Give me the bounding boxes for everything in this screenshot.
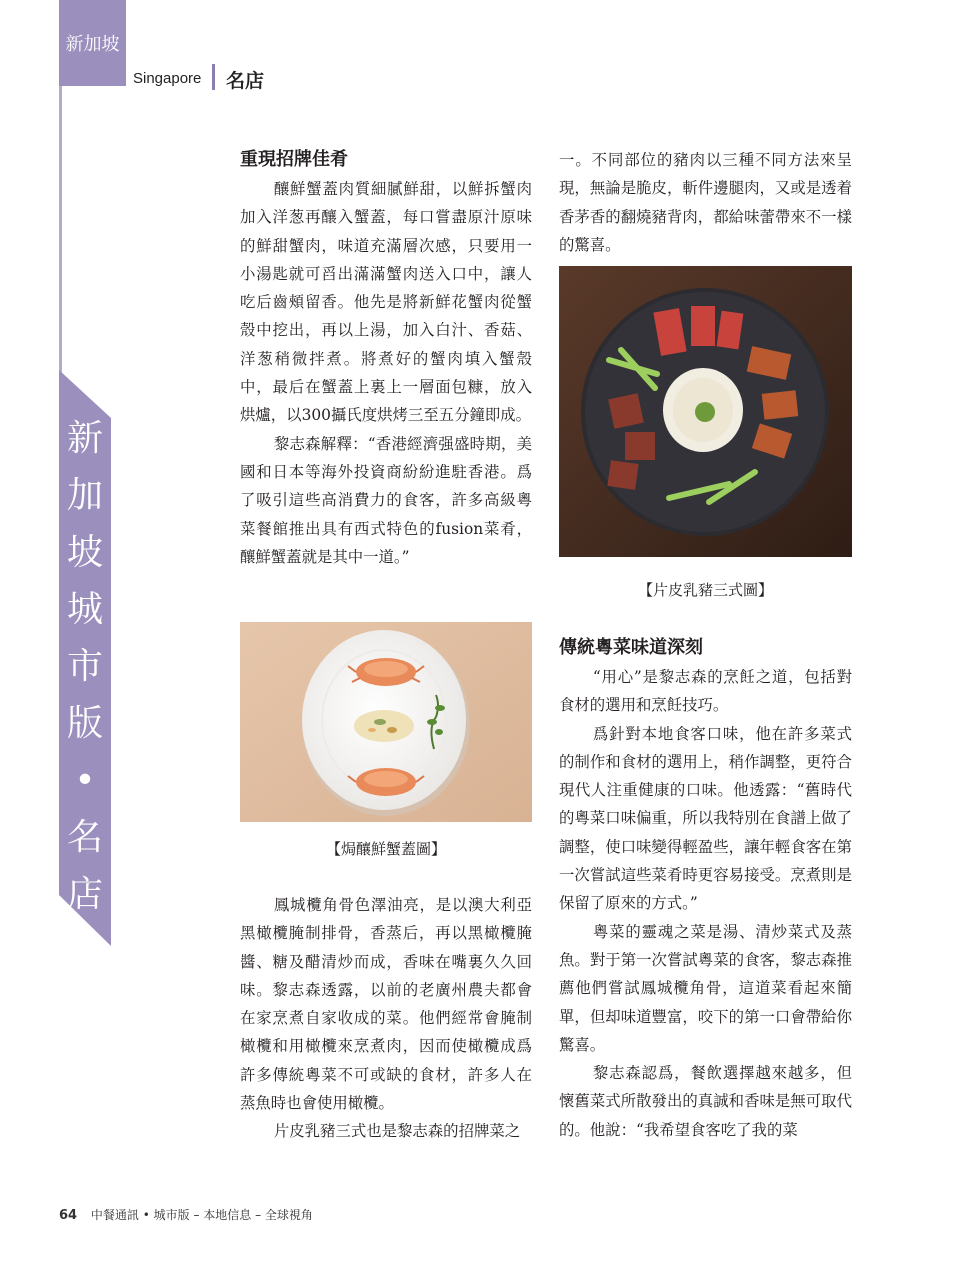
roast-pig-photo bbox=[559, 266, 852, 557]
paragraph: 釀鮮蟹蓋肉質細膩鮮甜，以鮮拆蟹肉加入洋葱再釀入蟹蓋，每口嘗盡原汁原味的鮮甜蟹肉，味道充滿層次感，只要用一小湯匙就可舀出滿滿蟹肉送入口中，讓人吃后齒頰留香。他先是將新鮮花蟹肉從蟹殼中挖出，再以上湯，加入白汁、香菇、洋葱稍微拌煮。將煮好的蟹肉填入蟹殼中，最后在蟹蓋上裏上一層面包糠，放入烘爐，以300攝氏度烘烤三至五分鐘即成。 bbox=[240, 180, 532, 425]
section-name-chinese: 名店 bbox=[226, 70, 265, 92]
section-heading: 重現招牌佳肴 bbox=[240, 149, 348, 170]
paragraph: 黎志森解釋：“香港經濟强盛時期，美國和日本等海外投資商紛紛進駐香港。爲了吸引這些高消費力的食客，許多高級粵菜餐館推出具有西式特色的fusion菜肴， 釀鮮蟹蓋就是其中一道。” bbox=[240, 434, 532, 566]
paragraph: “用心”是黎志森的烹飪之道，包括對食材的選用和烹飪技巧。 bbox=[559, 668, 852, 715]
paragraph: 一。不同部位的豬肉以三種不同方法來呈現，無論是脆皮，斬件邊腿肉，又或是透着香茅香的翻燒豬背肉，都給味蕾帶來不一樣的驚喜。 bbox=[559, 151, 852, 254]
article-column-right-lower bbox=[559, 634, 852, 1144]
pig-photo-caption: 【片皮乳豬三式圖】 bbox=[637, 581, 773, 599]
side-band-char: • bbox=[74, 760, 96, 801]
page-number: 64 bbox=[59, 1208, 78, 1223]
section-heading: 傳統粵菜味道深刻 bbox=[559, 637, 703, 658]
paragraph: 片皮乳豬三式也是黎志森的招牌菜之 bbox=[273, 1122, 521, 1141]
side-band-char: 新 bbox=[66, 418, 103, 459]
article-column-left-lower bbox=[240, 891, 532, 1146]
side-band-char: 店 bbox=[66, 874, 103, 915]
side-band-char: 版 bbox=[66, 703, 103, 744]
section-name-english: Singapore bbox=[133, 70, 202, 87]
paragraph: 鳳城欖角骨色澤油亮，是以澳大利亞黑橄欖腌制排骨，香蒸后，再以黑橄欖腌醬、糖及醋清炒而成，香味在嘴裏久久回味。黎志森透露，以前的老廣州農夫都會在家烹煮自家收成的菜。他們經常會腌制橄欖和用橄欖來烹煮肉，因而使橄欖成爲許多傳統粵菜不可或缺的食材，許多人在蒸魚時也會使用橄欖。 bbox=[240, 896, 532, 1113]
crab-photo-caption: 【焗釀鮮蟹蓋圖】 bbox=[325, 840, 446, 858]
article-column-left bbox=[240, 146, 532, 571]
header-divider bbox=[212, 64, 215, 90]
crab-dish-photo bbox=[240, 622, 532, 822]
side-band-char: 加 bbox=[66, 475, 103, 516]
page-footer bbox=[59, 1206, 313, 1223]
paragraph: 爲針對本地食客口味，他在許多菜式的制作和食材的選用上，稍作調整，更符合現代人注重健康的口味。他透露：“舊時代的粵菜口味偏重，所以我特別在食譜上做了調整，使口味變得輕盈些，讓年輕食客在第一次嘗試這些菜肴時更容易接受。烹煮則是保留了原來的方式。” bbox=[559, 724, 852, 913]
paragraph: 粵菜的靈魂之菜是湯、清炒菜式及蒸魚。對于第一次嘗試粵菜的食客，黎志森推薦他們嘗試鳳城欖角骨，這道菜看起來簡單，但却味道豐富，咬下的第一口會帶給你驚喜。 bbox=[559, 922, 852, 1054]
side-band-char: 坡 bbox=[66, 532, 103, 573]
article-column-right bbox=[559, 146, 852, 259]
side-band-char: 名 bbox=[66, 817, 103, 858]
side-band-char: 城 bbox=[66, 589, 103, 630]
section-tab bbox=[59, 0, 126, 86]
side-band-text bbox=[59, 410, 111, 923]
side-band-char: 市 bbox=[66, 646, 103, 687]
section-tab-label: 新加坡 bbox=[65, 34, 120, 55]
publication-name: 中餐通訊 • 城市版 – 本地信息 – 全球視角 bbox=[90, 1208, 313, 1222]
tab-connector-line bbox=[59, 86, 62, 376]
paragraph: 黎志森認爲，餐飲選擇越來越多，但懷舊菜式所散發出的真誠和香味是無可取代的。他說：“我希望食客吃了我的菜 bbox=[559, 1064, 852, 1139]
